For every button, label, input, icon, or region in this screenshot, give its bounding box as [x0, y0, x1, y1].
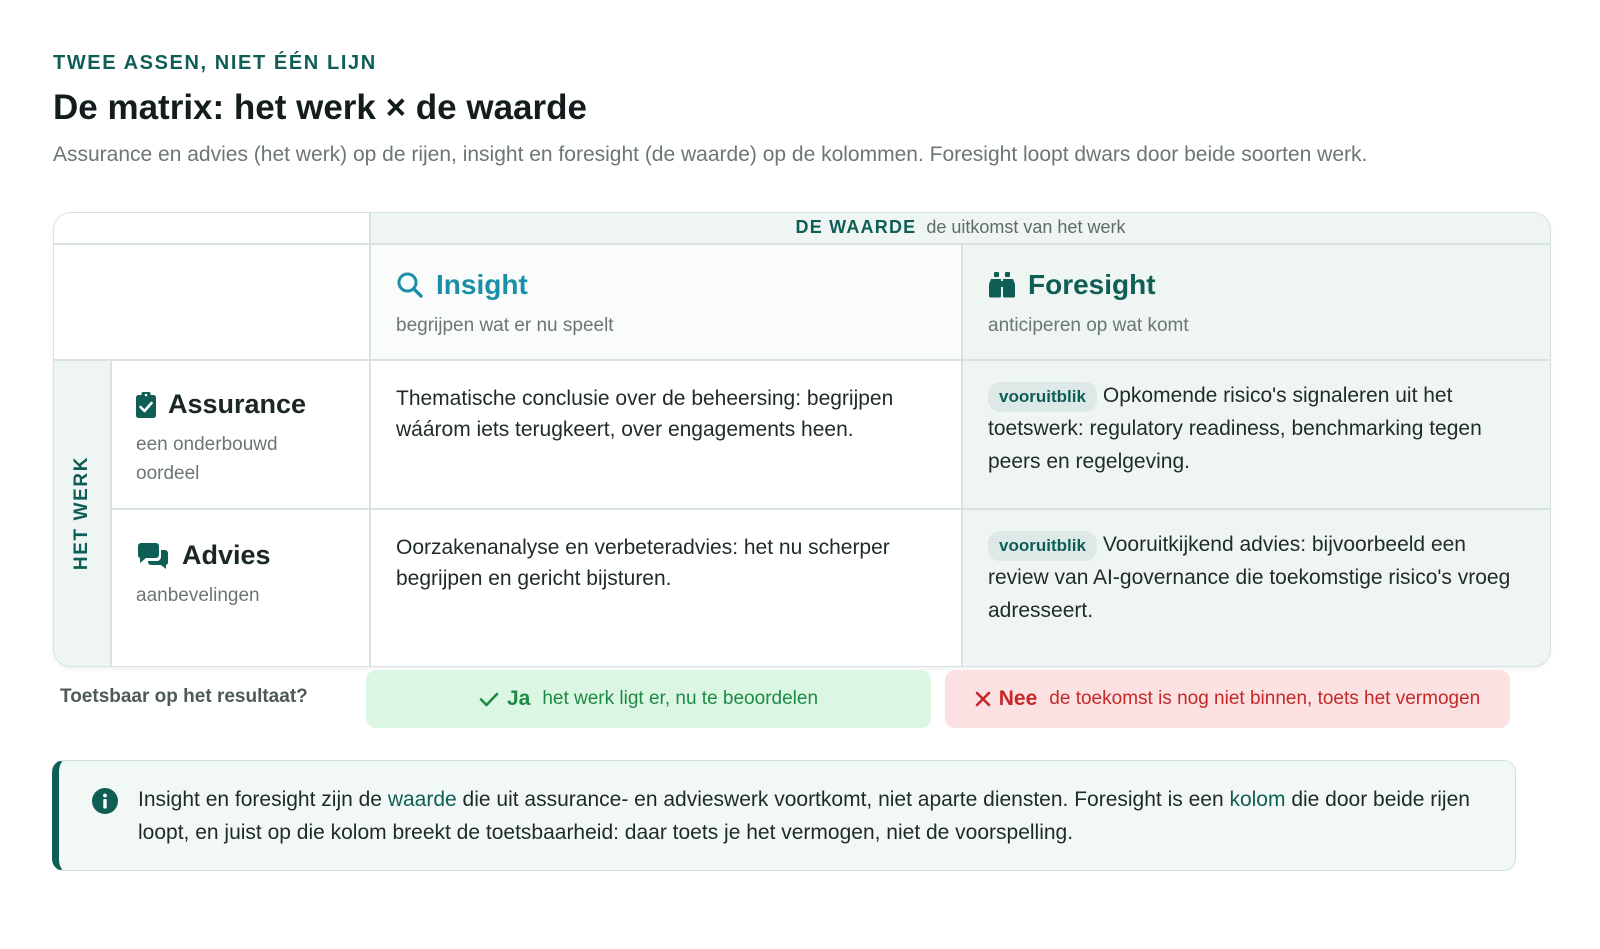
- grid-line: [54, 243, 369, 245]
- row-header-advies: [110, 508, 369, 667]
- cell-text: Thematische conclusie over de beheersing: begrijpen wáárom iets terugkeert, over engagements heen.: [396, 387, 894, 441]
- row-axis-label: HET WERK: [71, 455, 92, 571]
- grid-line: [369, 243, 1551, 245]
- cell-text: Vooruitkijkend advies: bijvoorbeeld een review van AI-governance die toekomstige risico's vroeg adresseert.: [988, 533, 1511, 622]
- column-header-foresight: [961, 243, 1551, 359]
- toetsbaar-label: Toetsbaar op het resultaat?: [60, 686, 308, 707]
- row-title-advies: Advies: [182, 540, 271, 570]
- toetsbaar-yes-badge: [366, 670, 931, 728]
- yes-label: Ja: [506, 687, 531, 710]
- cell-text: Opkomende risico's signaleren uit het toetswerk: regulatory readiness, benchmarking tegen peers en regelgeving.: [988, 384, 1482, 473]
- row-header-assurance: [110, 359, 369, 508]
- cell-advies-insight: [369, 508, 961, 667]
- cell-assurance-foresight: [961, 359, 1551, 508]
- cell-assurance-insight: [369, 359, 961, 508]
- cell-text: Oorzakenanalyse en verbeteradvies: het nu scherper begrijpen en gericht bijsturen.: [396, 536, 890, 590]
- grid-line: [110, 359, 112, 667]
- page-title: De matrix: het werk × de waarde: [53, 88, 587, 127]
- column-axis-label: DE WAARDE: [795, 217, 917, 237]
- grid-line: [369, 213, 371, 667]
- info-callout: [52, 760, 1516, 871]
- close-icon: [975, 691, 991, 707]
- no-text: de toekomst is nog niet binnen, toets het vermogen: [1049, 688, 1481, 709]
- row-axis-header: [54, 359, 110, 667]
- column-subtitle-foresight: anticiperen op wat komt: [988, 315, 1189, 336]
- callout-text-part: die door beide rijen loopt, en juist op die kolom breekt de toetsbaarheid: daar toets je het vermogen, niet de voorspelling.: [138, 788, 1470, 844]
- column-subtitle-insight: begrijpen wat er nu speelt: [396, 315, 614, 336]
- binoculars-icon: [988, 272, 1016, 298]
- column-axis-header: [369, 213, 1551, 243]
- callout-highlight-waarde: waarde: [387, 788, 457, 811]
- column-title-insight: Insight: [436, 269, 528, 300]
- grid-line: [54, 359, 1551, 361]
- matrix-table: [53, 212, 1551, 667]
- grid-line: [961, 243, 963, 667]
- grid-line: [110, 508, 1551, 510]
- callout-highlight-kolom: kolom: [1229, 788, 1286, 811]
- row-subtitle-assurance: een onderbouwd oordeel: [136, 434, 278, 484]
- callout-text: [138, 783, 1498, 849]
- toetsbaar-no-badge: [945, 670, 1510, 728]
- eyebrow-label: TWEE ASSEN, NIET ÉÉN LIJN: [53, 52, 377, 74]
- search-icon: [396, 271, 424, 299]
- callout-text-part: die uit assurance- en advieswerk voortkomt, niet aparte diensten. Foresight is een: [456, 788, 1230, 811]
- yes-text: het werk ligt er, nu te beoordelen: [542, 688, 819, 709]
- no-label: Nee: [998, 687, 1038, 710]
- column-title-foresight: Foresight: [1028, 269, 1156, 300]
- callout-text-part: Insight en foresight zijn de: [138, 788, 388, 811]
- check-icon: [479, 691, 499, 707]
- cell-advies-foresight: [961, 508, 1551, 667]
- page-subtitle: Assurance en advies (het werk) op de rijen, insight en foresight (de waarde) op de kolommen. Foresight loopt dwars door beide soorten werk.: [53, 143, 1368, 166]
- row-title-assurance: Assurance: [168, 389, 307, 419]
- column-axis-description: de uitkomst van het werk: [926, 217, 1126, 237]
- row-subtitle-advies: aanbevelingen: [136, 585, 260, 606]
- clipboard-check-icon: [136, 392, 156, 418]
- column-header-insight: [369, 243, 961, 359]
- info-icon: [91, 787, 119, 815]
- chat-bubbles-icon: [136, 543, 170, 569]
- vooruitblik-badge: vooruitblik: [988, 382, 1097, 412]
- vooruitblik-badge: vooruitblik: [988, 531, 1097, 561]
